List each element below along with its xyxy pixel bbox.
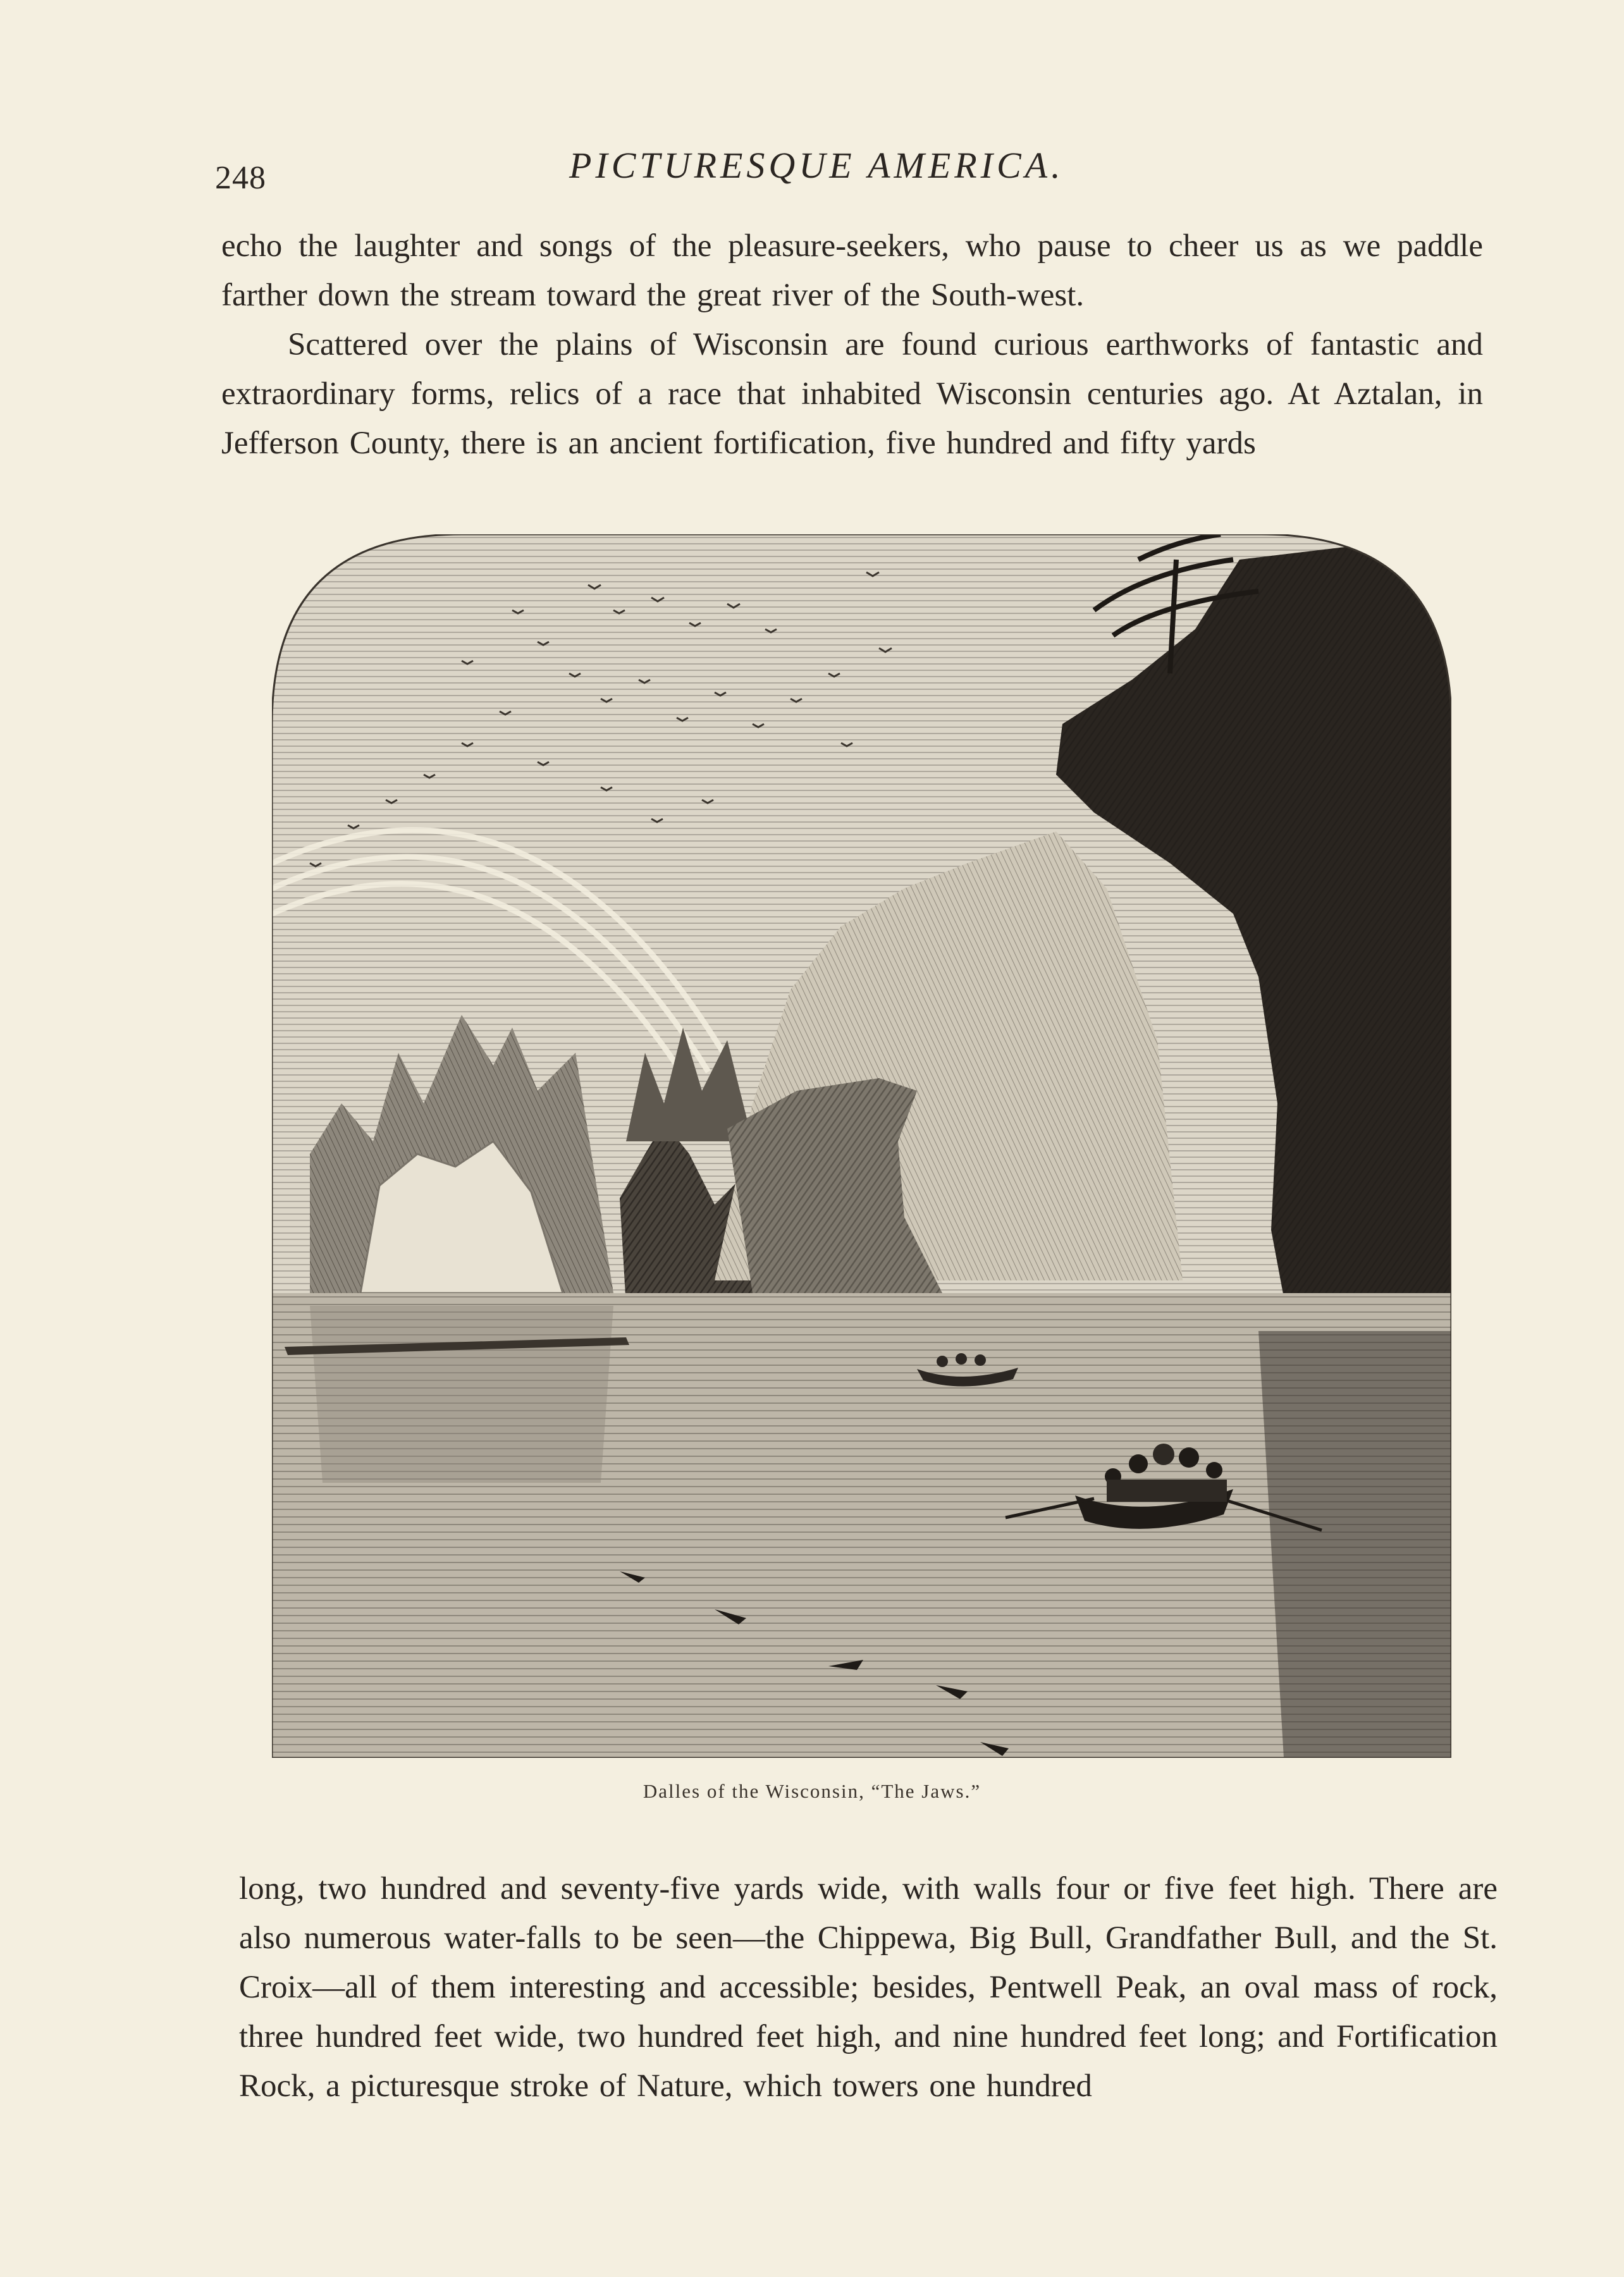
bottom-text-block (239, 1864, 1498, 2111)
running-title: PICTURESQUE AMERICA. (569, 145, 1064, 186)
page-number: 248 (215, 160, 266, 196)
engraving-illustration (272, 534, 1451, 1758)
top-text-block (221, 221, 1483, 468)
paragraph-top-2: Scattered over the plains of Wisconsin are found curious earthworks of fantastic and extraordinary forms, relics of a race that inhabited Wisconsin centuries ago. At Aztalan, in Jefferson County, there is an ancient fortification, five hundred and fifty yards (221, 327, 1483, 461)
paragraph-top-1: echo the laughter and songs of the pleasure-seekers, who pause to cheer us as we paddle farther down the stream toward the great river of the South-west. (221, 228, 1483, 313)
illustration-caption: Dalles of the Wisconsin, “The Jaws.” (643, 1780, 981, 1802)
paragraph-bottom-1: long, two hundred and seventy-five yards wide, with walls four or five feet high. There are also numerous water-falls to be seen—the Chippewa, Big Bull, Grandfather Bull, and the St. Croix—all of them interesting and accessible; besides, Pentwell Peak, an oval mass of rock, three hundred feet wide, two hundred feet high, and nine hundred feet long; and Fortification Rock, a picturesque stroke of Nature, which towers one hundred (239, 1871, 1498, 2104)
